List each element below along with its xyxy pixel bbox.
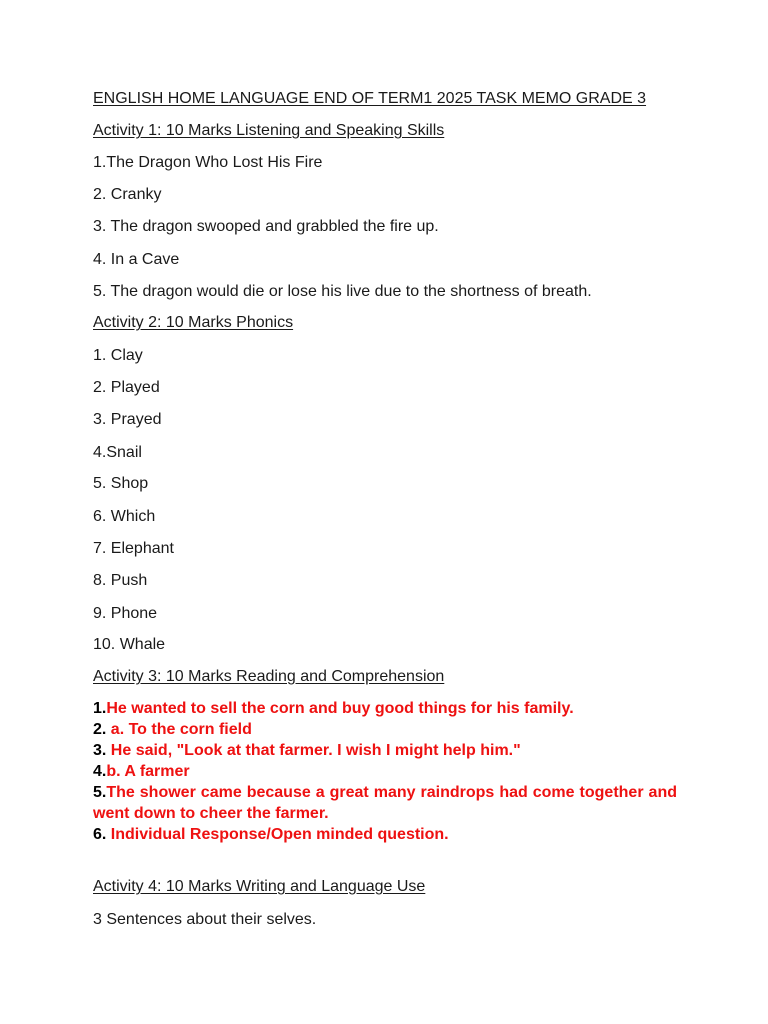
activity-2-item: 4.Snail <box>93 444 142 461</box>
answer-row <box>93 824 677 845</box>
answer-text: He said, "Look at that farmer. I wish I might help him." <box>106 742 521 759</box>
activity-1-item: 3. The dragon swooped and grabbled the fire up. <box>93 218 439 235</box>
activity-2-item: 7. Elephant <box>93 540 174 557</box>
answer-number: 4. <box>93 763 107 780</box>
activity-2-item: 3. Prayed <box>93 411 162 428</box>
answer-text: Individual Response/Open minded question. <box>106 826 449 843</box>
activity-3-heading: Activity 3: 10 Marks Reading and Comprehension <box>93 668 445 685</box>
answer-number: 1. <box>93 700 107 717</box>
answer-row <box>93 782 677 824</box>
activity-3-answers <box>93 698 677 845</box>
activity-2-item: 1. Clay <box>93 347 143 364</box>
answer-row <box>93 719 677 740</box>
answer-number: 3. <box>93 742 107 759</box>
answer-row <box>93 698 677 719</box>
activity-1-heading: Activity 1: 10 Marks Listening and Speaking Skills <box>93 122 445 139</box>
answer-text: b. A farmer <box>106 763 190 780</box>
activity-2-heading: Activity 2: 10 Marks Phonics <box>93 314 294 331</box>
answer-text: a. To the corn field <box>106 721 252 738</box>
activity-4-heading: Activity 4: 10 Marks Writing and Language Use <box>93 878 426 895</box>
document-title: ENGLISH HOME LANGUAGE END OF TERM1 2025 TASK MEMO GRADE 3 <box>93 90 647 107</box>
answer-number: 2. <box>93 721 107 738</box>
activity-2-item: 5. Shop <box>93 475 149 492</box>
activity-1-item: 1.The Dragon Who Lost His Fire <box>93 154 323 171</box>
activity-2-item: 2. Played <box>93 379 160 396</box>
activity-2-item: 9. Phone <box>93 605 158 622</box>
activity-2-item: 10. Whale <box>93 636 166 653</box>
activity-2-item: 8. Push <box>93 572 148 589</box>
activity-1-item: 2. Cranky <box>93 186 162 203</box>
answer-row <box>93 740 677 761</box>
activity-2-item: 6. Which <box>93 508 156 525</box>
answer-text: He wanted to sell the corn and buy good things for his family. <box>106 700 574 717</box>
answer-row <box>93 761 677 782</box>
answer-text: The shower came because a great many raindrops had come together and went down to cheer the farmer. <box>93 784 677 822</box>
activity-4-text: 3 Sentences about their selves. <box>93 911 317 928</box>
activity-1-item: 5. The dragon would die or lose his live due to the shortness of breath. <box>93 283 592 300</box>
answer-number: 5. <box>93 784 107 801</box>
activity-1-item: 4. In a Cave <box>93 251 180 268</box>
answer-number: 6. <box>93 826 107 843</box>
